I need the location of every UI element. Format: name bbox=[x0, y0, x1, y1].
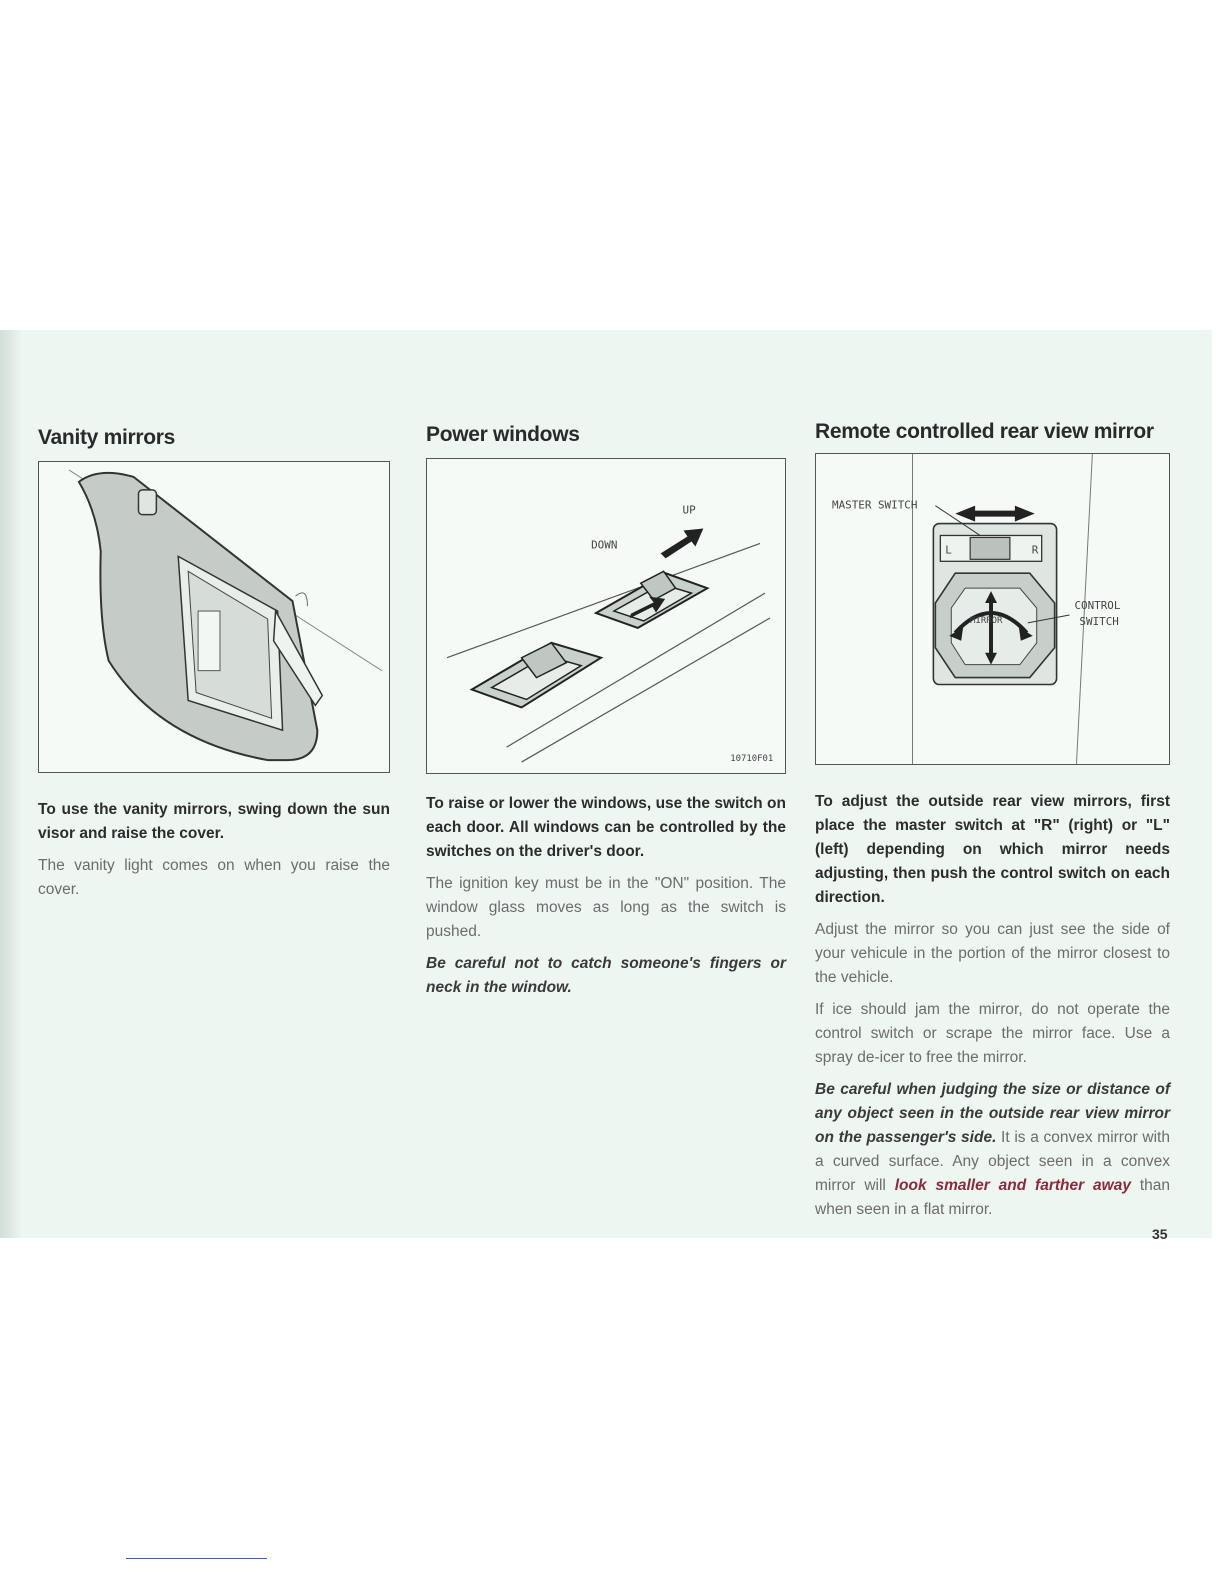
vanity-instruction: To use the vanity mirrors, swing down the sun visor and raise the cover. bbox=[38, 801, 390, 842]
master-switch-label: MASTER SWITCH bbox=[832, 498, 918, 512]
remote-instruction: To adjust the outside rear view mirrors, first place the master switch at "R" (right) or "L" (left) depending on which mirror needs adjusting, then push the control switch on each direction. bbox=[815, 793, 1170, 906]
remote-note-adjust: Adjust the mirror so you can just see the side of your vehicule in the portion of the mirror closest to the vehicle. bbox=[815, 921, 1170, 986]
vanity-mirror-illustration bbox=[38, 461, 390, 773]
remote-caution-mid: It is a convex mirror with a curved surface. Any object seen in a convex mirror will bbox=[815, 1129, 1170, 1194]
remote-caution-paragraph bbox=[815, 1078, 1170, 1222]
manual-page bbox=[0, 330, 1212, 1242]
power-note: The ignition key must be in the "ON" position. The window glass moves as long as the switch is pushed. bbox=[426, 875, 786, 940]
mirror-switch-drawing bbox=[816, 454, 1169, 764]
remote-caution-tail: than when seen in a flat mirror. bbox=[815, 1177, 1170, 1218]
footer-rule bbox=[126, 1558, 267, 1559]
down-label: DOWN bbox=[591, 538, 618, 552]
up-label: UP bbox=[682, 503, 696, 517]
page-number: 35 bbox=[1152, 1226, 1168, 1242]
vanity-text bbox=[38, 798, 390, 910]
binding-shadow bbox=[0, 330, 22, 1238]
remote-mirror-text bbox=[815, 790, 1170, 1230]
remote-caution-lead: Be careful when judging the size or distance of any object seen in the outside rear view mirror on the passenger's side. bbox=[815, 1081, 1170, 1146]
mirror-control-illustration bbox=[815, 453, 1170, 765]
power-windows-text bbox=[426, 792, 786, 1008]
vanity-note: The vanity light comes on when you raise the cover. bbox=[38, 857, 390, 898]
power-window-illustration bbox=[426, 458, 786, 774]
power-instruction: To raise or lower the windows, use the switch on each door. All windows can be controlled by the switches on the driver's door. bbox=[426, 795, 786, 860]
figure-code: 10710F01 bbox=[730, 754, 774, 765]
remote-mirror-heading: Remote controlled rear view mirror bbox=[815, 420, 1154, 443]
control-label-line2: SWITCH bbox=[1079, 614, 1119, 628]
vanity-mirrors-heading: Vanity mirrors bbox=[38, 426, 176, 449]
remote-note-ice: If ice should jam the mirror, do not operate the control switch or scrape the mirror face. Use a spray de-icer to free the mirror. bbox=[815, 1001, 1170, 1066]
mirror-label: MIRROR bbox=[970, 615, 1003, 626]
power-windows-heading: Power windows bbox=[426, 423, 580, 446]
r-position-label: R bbox=[1031, 543, 1039, 557]
window-switch-drawing bbox=[427, 459, 785, 773]
remote-caution-emphasis: look smaller and farther away bbox=[894, 1177, 1131, 1194]
control-label-line1: CONTROL bbox=[1074, 599, 1121, 612]
l-position-label: L bbox=[945, 543, 952, 557]
sun-visor-drawing bbox=[39, 462, 389, 772]
power-caution: Be careful not to catch someone's fingers or neck in the window. bbox=[426, 955, 786, 996]
